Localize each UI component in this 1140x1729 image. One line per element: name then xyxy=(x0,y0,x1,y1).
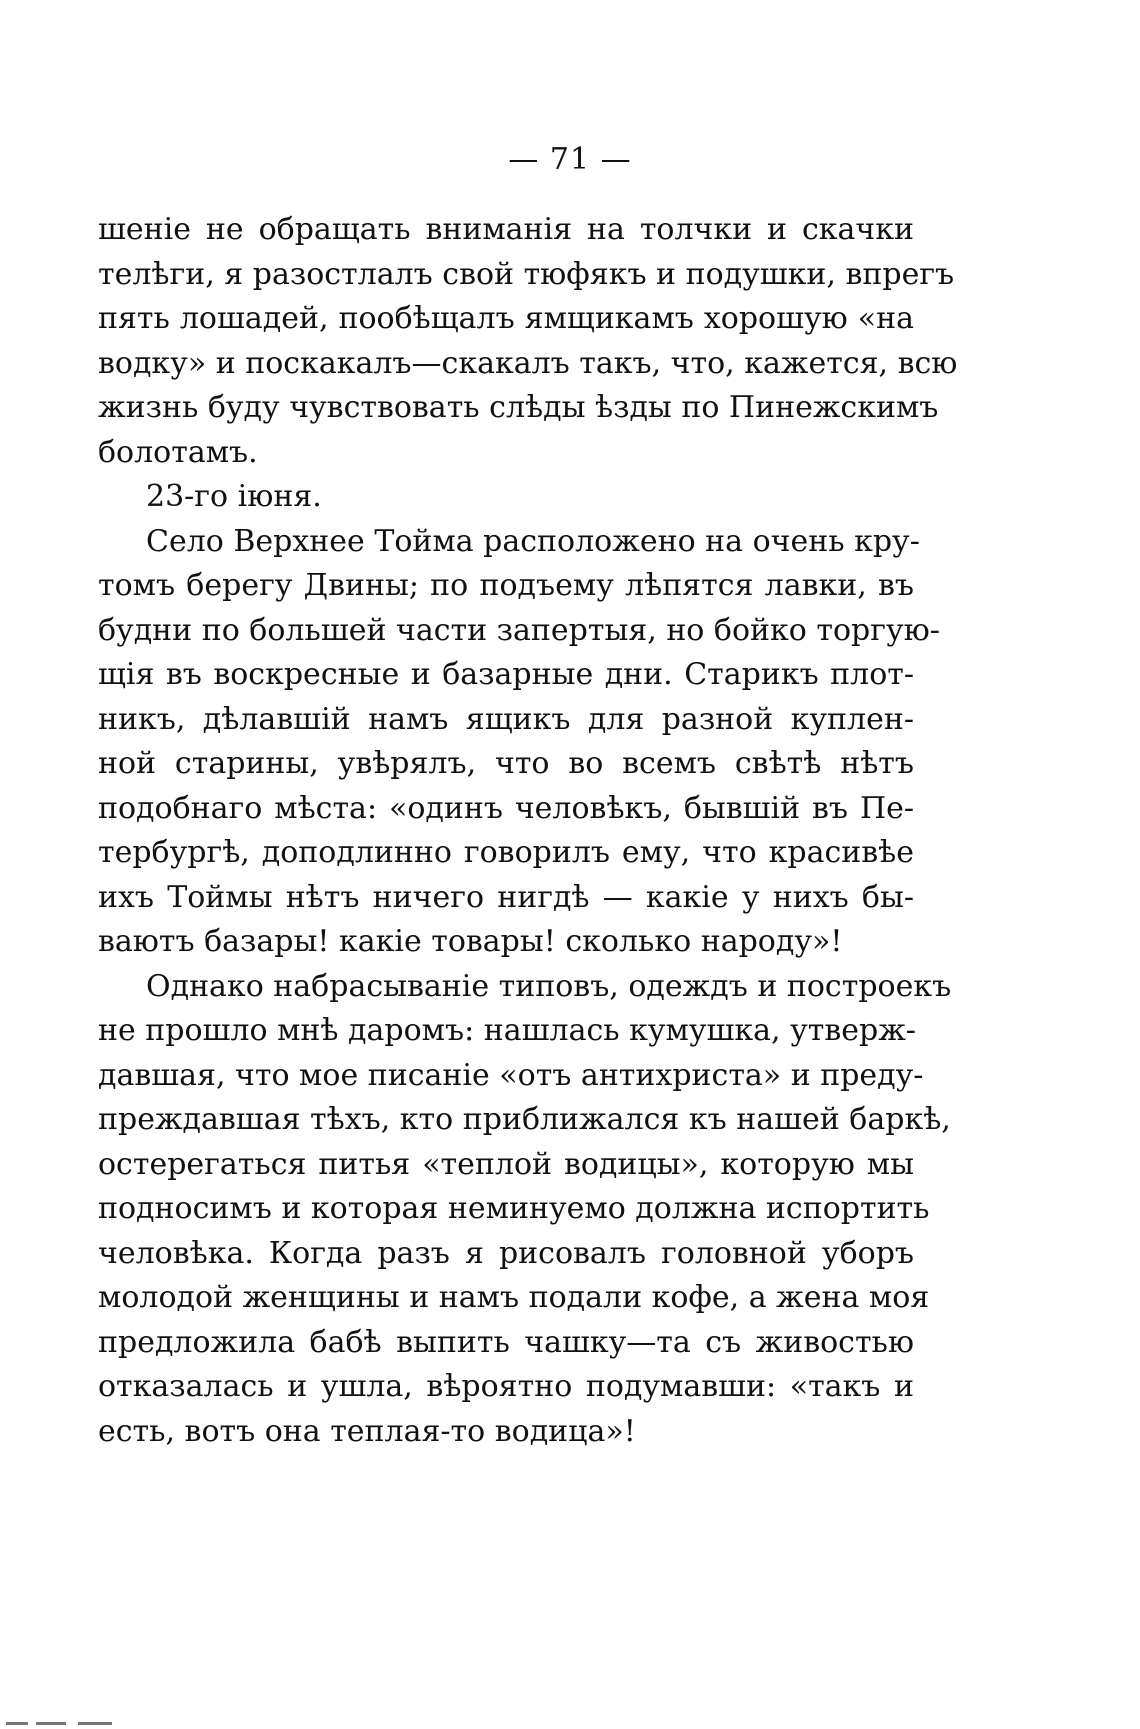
text-line: подобнаго мѣста: «одинъ человѣкъ, бывшій въ Пе- xyxy=(98,790,914,826)
text-line: ной старины, увѣрялъ, что во всемъ свѣтѣ нѣтъ xyxy=(98,746,914,781)
text-line: остерегаться питья «теплой водицы», которую мы xyxy=(98,1146,914,1182)
text-line: жизнь буду чувствовать слѣды ѣзды по Пинежскимъ xyxy=(98,390,939,425)
text-line: шеніе не обращать вниманія на толчки и скачки xyxy=(98,212,914,247)
text-line: ваютъ базары! какіе товары! сколько народу»! xyxy=(98,924,843,959)
paragraph-continuation xyxy=(98,208,958,475)
text-line: подносимъ и которая неминуемо должна испортить xyxy=(98,1191,930,1226)
text-line: томъ берегу Двины; по подъему лѣпятся лавки, въ xyxy=(98,568,914,603)
text-line: есть, вотъ она теплая-то водица»! xyxy=(98,1413,636,1449)
paragraph xyxy=(98,965,952,1455)
text-line: никъ, дѣлавшій намъ ящикъ для разной куплен- xyxy=(98,701,914,737)
text-line: Село Верхнее Тойма расположено на очень кру- xyxy=(146,523,920,559)
text-line: предложила бабѣ выпить чашку—та съ живостью xyxy=(98,1324,914,1360)
text-line: Однако набрасываніе типовъ, одеждъ и построекъ xyxy=(146,968,952,1004)
text-line: человѣка. Когда разъ я рисовалъ головной уборъ xyxy=(98,1235,914,1271)
text-line: тербургѣ, доподлинно говорилъ ему, что красивѣе xyxy=(98,835,914,870)
text-line: щія въ воскресные и базарные дни. Старикъ плот- xyxy=(98,657,914,692)
date-heading: 23-го іюня. xyxy=(146,479,322,514)
scan-edge-marks xyxy=(6,1722,146,1726)
body-text xyxy=(98,208,958,1454)
text-line: ихъ Тоймы нѣтъ ничего нигдѣ — какіе у нихъ бы- xyxy=(98,879,914,915)
text-line: будни по большей части запертыя, но бойко торгую- xyxy=(98,612,940,648)
text-line: телѣги, я разостлалъ свой тюфякъ и подушки, впрегъ xyxy=(98,256,955,292)
text-line: болотамъ. xyxy=(98,434,258,470)
text-line: давшая, что мое писаніе «отъ антихриста» и преду- xyxy=(98,1057,924,1093)
text-line: пять лошадей, пообѣщалъ ямщикамъ хорошую «на xyxy=(98,301,914,336)
text-line: преждавшая тѣхъ, кто приближался къ нашей баркѣ, xyxy=(98,1102,951,1137)
text-line: отказалась и ушла, вѣроятно подумавши: «такъ и xyxy=(98,1369,914,1404)
text-line: не прошло мнѣ даромъ: нашлась кумушка, утверж- xyxy=(98,1013,916,1048)
text-line: водку» и поскакалъ—скакалъ такъ, что, кажется, всю xyxy=(98,345,958,381)
text-line: молодой женщины и намъ подали кофе, а жена моя xyxy=(98,1280,930,1315)
paragraph xyxy=(98,520,940,965)
page-number: — 71 — xyxy=(508,142,632,177)
date-entry xyxy=(98,475,914,520)
